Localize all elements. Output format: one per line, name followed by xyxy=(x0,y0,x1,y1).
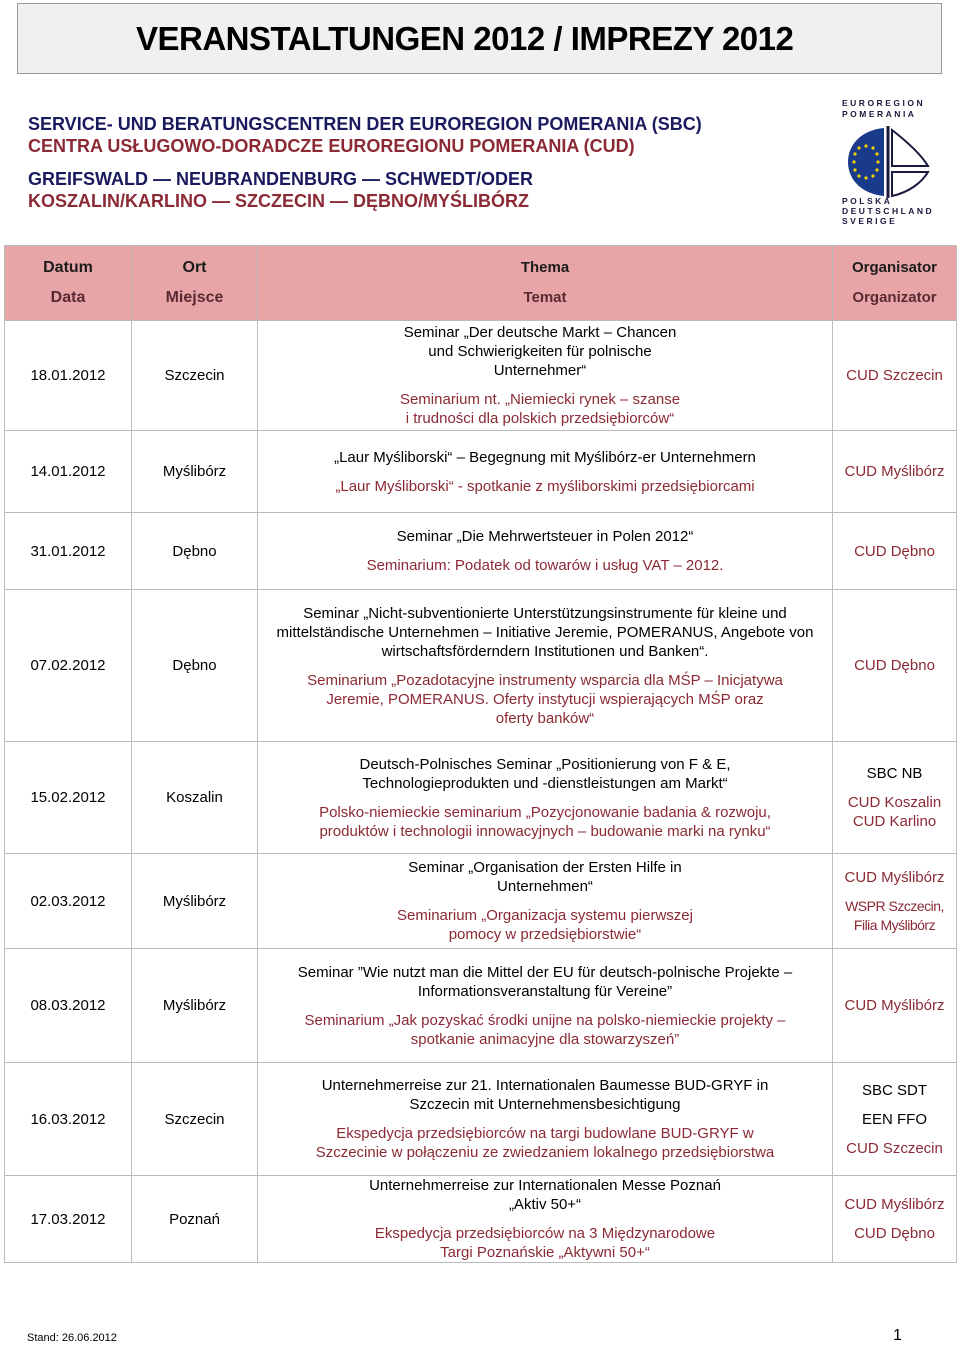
event-date: 08.03.2012 xyxy=(5,949,132,1063)
event-topic xyxy=(258,742,833,854)
header-data: Data xyxy=(50,289,86,306)
header-datum: Datum xyxy=(43,259,93,276)
event-place: Poznań xyxy=(132,1176,258,1263)
topic-pl: Ekspedycja przedsiębiorców na targi budowlane BUD-GRYF w Szczecinie w połączeniu ze zwiedzaniem lokalnego przedsiębiorstwa xyxy=(315,1125,775,1161)
event-date: 14.01.2012 xyxy=(5,431,132,513)
logo-line-5: SVERIGE xyxy=(842,216,898,226)
topic-de: Seminar „Nicht-subventionierte Unterstützungsinstrumente für kleine und mittelständische Unternehmen – Initiative Jeremie, POMERANUS, Angebote von wirtschaftsförderndern Institutionen und Banken“. xyxy=(276,604,814,660)
event-date: 17.03.2012 xyxy=(5,1176,132,1263)
euroregion-logo xyxy=(840,98,940,228)
event-date: 07.02.2012 xyxy=(5,590,132,742)
table-row xyxy=(5,949,957,1063)
event-organizer xyxy=(833,742,957,854)
event-place: Myślibórz xyxy=(132,854,258,949)
table-header xyxy=(5,246,957,321)
event-organizer xyxy=(833,949,957,1063)
header-organizer xyxy=(833,246,957,321)
organizer-line: CUD Dębno xyxy=(854,1225,935,1242)
topic-pl: „Laur Myśliborski“ - spotkanie z myśliborskimi przedsiębiorcami xyxy=(335,477,755,495)
logo-line-3: POLSKA xyxy=(842,196,893,206)
event-topic xyxy=(258,513,833,590)
event-topic xyxy=(258,590,833,742)
topic-pl: Polsko-niemieckie seminarium „Pozycjonowanie badania & rozwoju, produktów i technologii innowacyjnych – budowanie marki na rynku“ xyxy=(319,803,771,840)
header-miejsce: Miejsce xyxy=(165,289,224,306)
event-date: 15.02.2012 xyxy=(5,742,132,854)
header-organisator: Organisator xyxy=(851,259,938,276)
event-organizer xyxy=(833,513,957,590)
topic-pl: Seminarium „Jak pozyskać środki unijne na polsko-niemieckie projekty – spotkanie animacyjne dla stowarzyszeń” xyxy=(304,1011,786,1048)
organizer-line: CUD Myślibórz xyxy=(844,463,945,480)
footer-page-number: 1 xyxy=(893,1327,902,1344)
topic-de: Unternehmerreise zur Internationalen Messe Poznań „Aktiv 50+“ xyxy=(369,1177,721,1213)
event-place: Dębno xyxy=(132,513,258,590)
event-date: 18.01.2012 xyxy=(5,321,132,431)
organization-header xyxy=(28,113,702,212)
table-row xyxy=(5,1063,957,1176)
header-thema: Thema xyxy=(520,259,570,276)
table-row xyxy=(5,513,957,590)
event-organizer xyxy=(833,431,957,513)
table-row xyxy=(5,854,957,949)
centre-name-de: SERVICE- UND BERATUNGSCENTREN DER EUROREGION POMERANIA (SBC) xyxy=(28,114,702,134)
topic-pl: Seminarium nt. „Niemiecki rynek – szanse i trudności dla polskich przedsiębiorców“ xyxy=(399,391,681,427)
organizer-line: CUD Myślibórz xyxy=(844,1196,945,1213)
event-organizer xyxy=(833,854,957,949)
title-box xyxy=(17,3,942,74)
organizer-line: CUD Koszalin xyxy=(847,794,942,811)
event-place: Koszalin xyxy=(132,742,258,854)
organizer-line: CUD Dębno xyxy=(854,542,935,560)
header-organizator: Organizator xyxy=(852,289,937,306)
topic-pl: Seminarium „Pozadotacyjne instrumenty wsparcia dla MŚP – Inicjatywa Jeremie, POMERANUS. Oferty instytucji wspierających MŚP oraz oferty banków“ xyxy=(307,671,783,727)
topic-pl: Seminarium: Podatek od towarów i usług VAT – 2012. xyxy=(366,557,724,574)
header-ort: Ort xyxy=(182,259,207,276)
logo-line-4: DEUTSCHLAND xyxy=(842,206,935,216)
event-topic xyxy=(258,321,833,431)
event-place: Dębno xyxy=(132,590,258,742)
event-organizer xyxy=(833,1063,957,1176)
topic-pl: Seminarium „Organizacja systemu pierwszej pomocy w przedsiębiorstwie“ xyxy=(397,907,693,943)
event-topic xyxy=(258,854,833,949)
topic-pl: Ekspedycja przedsiębiorców na 3 Międzynarodowe Targi Poznańskie „Aktywni 50+“ xyxy=(374,1225,716,1261)
page-title: VERANSTALTUNGEN 2012 / IMPREZY 2012 xyxy=(136,19,794,57)
euroregion-emblem-icon xyxy=(842,122,932,202)
events-table xyxy=(4,245,957,1263)
event-date: 02.03.2012 xyxy=(5,854,132,949)
event-topic xyxy=(258,1063,833,1176)
table-row xyxy=(5,431,957,513)
organizer-line: CUD Szczecin xyxy=(846,1139,943,1157)
organizer-line: CUD Myślibórz xyxy=(844,868,945,886)
logo-line-2: POMERANIA xyxy=(842,109,917,119)
organizer-line: WSPR Szczecin, Filia Myślibórz xyxy=(845,897,944,933)
topic-de: Seminar „Organisation der Ersten Hilfe in Unternehmen“ xyxy=(408,859,682,895)
organizer-line: EEN FFO xyxy=(861,1110,927,1128)
organizer-line: SBC NB xyxy=(866,765,923,782)
event-topic xyxy=(258,431,833,513)
event-organizer xyxy=(833,590,957,742)
event-topic xyxy=(258,1176,833,1263)
topic-de: „Laur Myśliborski“ – Begegnung mit Myślibórz-er Unternehmern xyxy=(334,448,756,466)
table-row xyxy=(5,321,957,431)
header-topic xyxy=(258,246,833,321)
topic-de: Seminar „Der deutsche Markt – Chancen und Schwierigkeiten für polnische Unternehmer“ xyxy=(403,324,677,379)
topic-de: Seminar „Die Mehrwertsteuer in Polen 2012“ xyxy=(396,528,694,545)
event-organizer xyxy=(833,321,957,431)
topic-de: Seminar ”Wie nutzt man die Mittel der EU für deutsch-polnische Projekte – Informationsveranstaltung für Vereine” xyxy=(297,963,793,1000)
event-place: Szczecin xyxy=(132,1063,258,1176)
organizer-line: CUD Karlino xyxy=(852,813,937,830)
event-date: 31.01.2012 xyxy=(5,513,132,590)
event-place: Myślibórz xyxy=(132,949,258,1063)
event-place: Myślibórz xyxy=(132,431,258,513)
cities-de: GREIFSWALD — NEUBRANDENBURG — SCHWEDT/ODER xyxy=(28,169,534,189)
topic-de: Deutsch-Polnisches Seminar „Positionierung von F & E, Technologieprodukten und -dienstleistungen am Markt“ xyxy=(359,755,731,792)
organizer-line: CUD Dębno xyxy=(854,657,935,674)
table-row xyxy=(5,742,957,854)
event-organizer xyxy=(833,1176,957,1263)
event-date: 16.03.2012 xyxy=(5,1063,132,1176)
centre-name-pl: CENTRA USŁUGOWO-DORADCZE EUROREGIONU POMERANIA (CUD) xyxy=(28,136,635,156)
table-row xyxy=(5,590,957,742)
cities-pl: KOSZALIN/KARLINO — SZCZECIN — DĘBNO/MYŚLIBÓRZ xyxy=(28,191,529,211)
logo-line-1: EUROREGION xyxy=(842,98,926,108)
event-place: Szczecin xyxy=(132,321,258,431)
header-date xyxy=(5,246,132,321)
organizer-line: CUD Szczecin xyxy=(846,367,943,384)
topic-de: Unternehmerreise zur 21. Internationalen Baumesse BUD-GRYF in Szczecin mit Unternehmensbesichtigung xyxy=(321,1077,769,1113)
header-temat: Temat xyxy=(523,289,567,306)
organizer-line: CUD Myślibórz xyxy=(844,997,945,1014)
event-topic xyxy=(258,949,833,1063)
footer-stand: Stand: 26.06.2012 xyxy=(27,1332,117,1344)
organizer-line: SBC SDT xyxy=(861,1081,927,1099)
header-place xyxy=(132,246,258,321)
table-row xyxy=(5,1176,957,1263)
